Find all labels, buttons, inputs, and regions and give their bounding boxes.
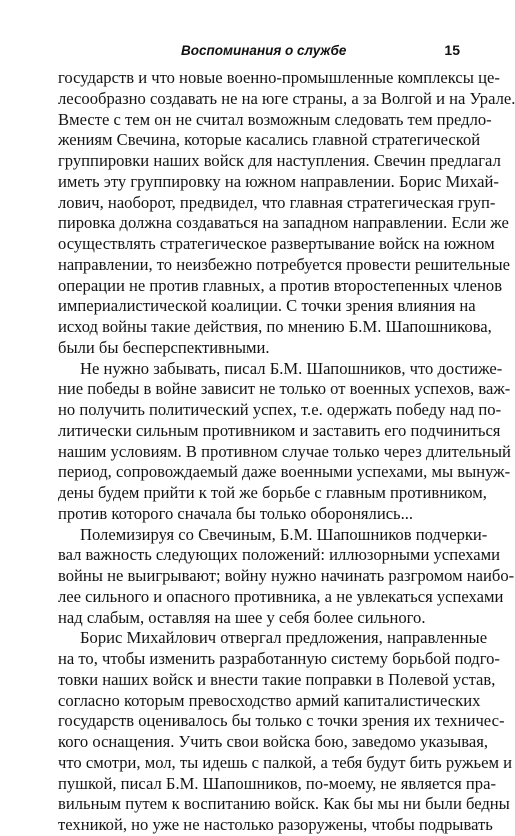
body-text <box>58 68 515 836</box>
text-line: лее сильного и опасного противника, а не увлекаться успехами <box>58 586 504 606</box>
text-line: Не нужно забывать, писал Б.М. Шапошников, что достиже- <box>80 358 503 378</box>
text-line: вильным путем к воспитанию войск. Как бы мы ни были бедны <box>58 794 510 814</box>
text-line: техникой, но уже не настолько разоружены, чтобы подрывать <box>58 815 493 834</box>
text-line: жениям Свечина, которые касались главной стратегической <box>58 130 481 150</box>
text-line: государств и что новые военно-промышленные комплексы це- <box>58 68 500 87</box>
text-line: группировки наших войск для наступления. Свечин предлагал <box>58 151 501 170</box>
text-line: ние победы в войне зависит не только от военных успехов, важ- <box>58 379 511 399</box>
text-line: империалистической коалиции. С точки зрения влияния на <box>58 296 476 316</box>
text-line: были бы бесперспективными. <box>58 337 270 357</box>
text-line: над слабым, оставляя на шее у себя более сильного. <box>58 607 426 627</box>
text-line: государств оценивалось бы только с точки зрения их техничес- <box>58 711 505 731</box>
text-line: против которого сначала бы только оборонялись... <box>58 503 414 523</box>
text-line: направлении, то неизбежно потребуется провести решительные <box>58 254 511 274</box>
paragraph <box>58 628 512 836</box>
text-line: вал важность следующих положений: иллюзорными успехами <box>58 545 501 565</box>
text-line: литически сильным противником и заставить его подчиниться <box>58 420 501 440</box>
text-line: Вместе с тем он не считал возможным следовать тем предло- <box>58 109 492 129</box>
text-line: исход войны такие действия, по мнению Б.М. Шапошникова, <box>58 317 492 336</box>
text-line: согласно которым превосходство армий капиталистических <box>58 690 481 710</box>
text-line: кого оснащения. Учить свои войска бою, заведомо указывая, <box>58 732 488 751</box>
paragraph <box>58 68 515 359</box>
paragraph <box>58 524 515 629</box>
running-head <box>58 42 460 64</box>
text-line: но получить политический успех, т.е. одержать победу над по- <box>58 400 502 419</box>
text-line: пировка должна создаваться на западном направлении. Если же <box>58 213 509 233</box>
text-line: период, сопровождаемый даже военными успехами, мы вынуж- <box>58 462 511 482</box>
text-line: войны не выигрывают; войну нужно начинать разгромом наибо- <box>58 566 515 585</box>
text-line: нашим условиям. В противном случае только через длительный <box>58 441 511 461</box>
text-line: дены будем прийти к той же борьбе с главным противником, <box>58 483 487 502</box>
text-line: товки наших войск и внести такие поправки в Полевой устав, <box>58 669 496 689</box>
text-line: иметь эту группировку на южном направлении. Борис Михай- <box>58 171 499 191</box>
text-line: Борис Михайлович отвергал предложения, направленные <box>80 628 488 648</box>
text-line: на то, чтобы изменить разработанную систему борьбой подго- <box>58 649 500 668</box>
text-line: что смотри, мол, ты идешь с палкой, а тебя будут бить ружьем и <box>58 752 512 772</box>
paragraph <box>58 358 511 525</box>
text-line: операции не против главных, а против второстепенных членов <box>58 275 503 295</box>
text-line: лович, наоборот, предвидел, что главная стратегическая груп- <box>58 192 496 212</box>
text-line: пушкой, писал Б.М. Шапошников, по-моему, не является пра- <box>58 773 496 793</box>
text-line: осуществлять стратегическое развертывание войск на южном <box>58 234 495 253</box>
running-title: Воспоминания о службе <box>181 43 347 58</box>
text-line: Полемизируя со Свечиным, Б.М. Шапошников подчерки- <box>80 524 488 544</box>
page-number: 15 <box>444 42 460 58</box>
text-line: лесообразно создавать не на юге страны, а за Волгой и на Урале. <box>58 88 515 108</box>
